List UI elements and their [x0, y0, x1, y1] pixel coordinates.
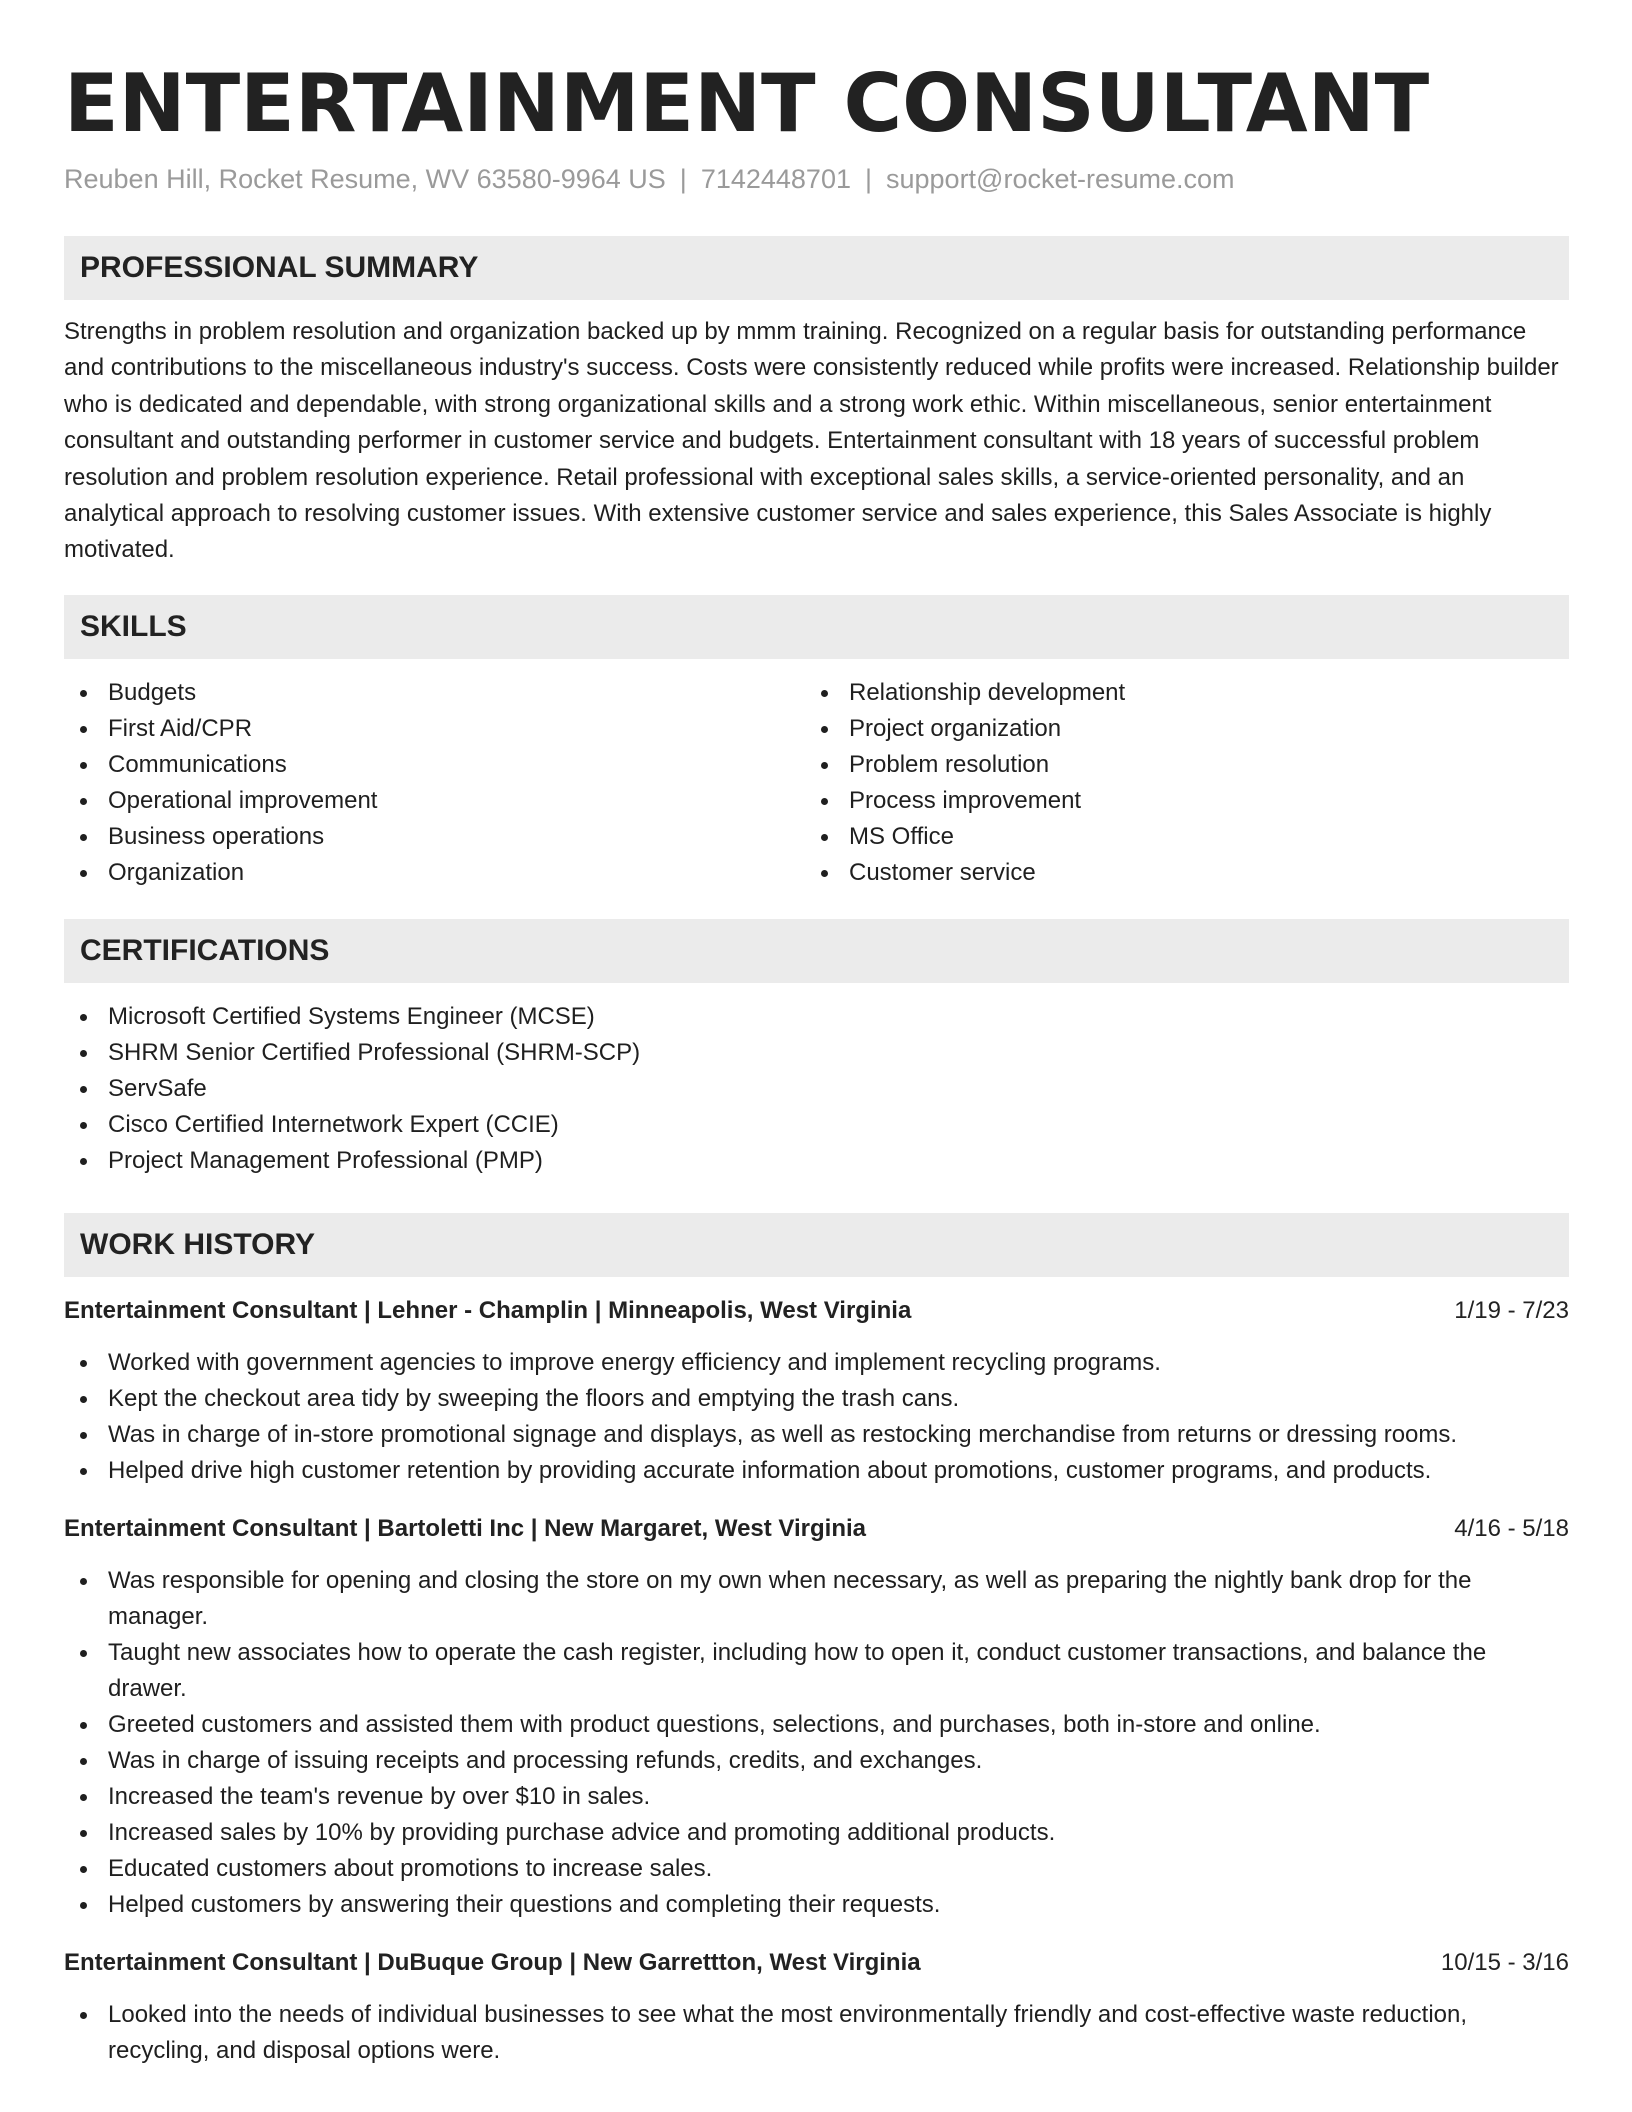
job-bullet: Taught new associates how to operate the cash register, including how to open it, conduct customer transactions, and balance the drawer. [64, 1635, 1569, 1707]
certification-item: ServSafe [64, 1071, 1569, 1107]
skill-item: MS Office [805, 819, 1546, 855]
certification-item: SHRM Senior Certified Professional (SHRM-SCP) [64, 1035, 1569, 1071]
job-bullet: Was in charge of in-store promotional signage and displays, as well as restocking merchandise from returns or dressing rooms. [64, 1417, 1569, 1453]
section-heading-skills: SKILLS [64, 595, 1569, 659]
contact-email: support@rocket-resume.com [886, 164, 1235, 194]
skill-item: Relationship development [805, 675, 1546, 711]
job-entry [64, 1945, 1569, 2069]
skills-list-left [64, 675, 805, 891]
job-entry [64, 1293, 1569, 1489]
contact-address: Reuben Hill, Rocket Resume, WV 63580-9964 US [64, 164, 666, 194]
job-bullet: Was responsible for opening and closing the store on my own when necessary, as well as preparing the nightly bank drop for the manager. [64, 1563, 1569, 1635]
summary-text: Strengths in problem resolution and organization backed up by mmm training. Recognized on a regular basis for outstanding performance and contributions to the miscellaneous industry's success. Costs were consistently reduced while profits were increased. Relationship builder who is dedicated and dependable, with strong organizational skills and a strong work ethic. Within miscellaneous, senior entertainment consultant and outstanding performer in customer service and budgets. Entertainment consultant with 18 years of successful problem resolution and problem resolution experience. Retail professional with exceptional sales skills, a service-oriented personality, and an analytical approach to resolving customer issues. With extensive customer service and sales experience, this Sales Associate is highly motivated. [64, 318, 1559, 564]
job-title: Entertainment Consultant | DuBuque Group | New Garrettton, West Virginia [64, 1948, 921, 1976]
job-title: Entertainment Consultant | Bartoletti Inc | New Margaret, West Virginia [64, 1514, 867, 1542]
contact-line [64, 162, 1569, 196]
job-bullet: Helped customers by answering their questions and completing their requests. [64, 1887, 1569, 1923]
job-bullet: Educated customers about promotions to increase sales. [64, 1851, 1569, 1887]
job-bullet: Kept the checkout area tidy by sweeping the floors and emptying the trash cans. [64, 1381, 1569, 1417]
job-header [64, 1945, 1569, 1981]
skill-item: Customer service [805, 855, 1546, 891]
job-dates: 10/15 - 3/16 [1440, 1948, 1569, 1976]
skill-item: Problem resolution [805, 747, 1546, 783]
skill-item: Operational improvement [64, 783, 805, 819]
skill-item: Communications [64, 747, 805, 783]
certification-item: Microsoft Certified Systems Engineer (MCSE) [64, 999, 1569, 1035]
job-dates: 4/16 - 5/18 [1454, 1514, 1569, 1542]
skill-item: Business operations [64, 819, 805, 855]
job-bullet: Looked into the needs of individual businesses to see what the most environmentally friendly and cost-effective waste reduction, recycling, and disposal options were. [64, 1997, 1569, 2069]
contact-phone: 7142448701 [700, 164, 851, 194]
job-bullet: Helped drive high customer retention by providing accurate information about promotions, customer programs, and products. [64, 1453, 1569, 1489]
job-entry [64, 1511, 1569, 1923]
resume-name: ENTERTAINMENT CONSULTANT [64, 57, 1430, 150]
job-title: Entertainment Consultant | Lehner - Champlin | Minneapolis, West Virginia [64, 1296, 912, 1324]
job-bullets [64, 1997, 1569, 2069]
skill-item: Process improvement [805, 783, 1546, 819]
job-bullet: Increased sales by 10% by providing purchase advice and promoting additional products. [64, 1815, 1569, 1851]
job-bullet: Greeted customers and assisted them with product questions, selections, and purchases, both in-store and online. [64, 1707, 1569, 1743]
job-bullet: Was in charge of issuing receipts and processing refunds, credits, and exchanges. [64, 1743, 1569, 1779]
skill-item: Project organization [805, 711, 1546, 747]
job-header [64, 1511, 1569, 1547]
contact-separator: | [864, 164, 872, 194]
job-bullets [64, 1345, 1569, 1489]
skills-list-right [805, 675, 1546, 891]
skill-item: Budgets [64, 675, 805, 711]
contact-separator: | [679, 164, 687, 194]
job-dates: 1/19 - 7/23 [1454, 1296, 1569, 1324]
skill-item: Organization [64, 855, 805, 891]
job-bullet: Increased the team's revenue by over $10 in sales. [64, 1779, 1569, 1815]
certification-item: Cisco Certified Internetwork Expert (CCIE) [64, 1107, 1569, 1143]
section-heading-summary: PROFESSIONAL SUMMARY [64, 236, 1569, 300]
job-bullet: Worked with government agencies to improve energy efficiency and implement recycling programs. [64, 1345, 1569, 1381]
skills-grid [64, 675, 1569, 891]
job-header [64, 1293, 1569, 1329]
section-heading-work-history: WORK HISTORY [64, 1213, 1569, 1277]
job-bullets [64, 1563, 1569, 1923]
certification-item: Project Management Professional (PMP) [64, 1143, 1569, 1179]
certifications-list [64, 999, 1569, 1179]
skill-item: First Aid/CPR [64, 711, 805, 747]
section-heading-certifications: CERTIFICATIONS [64, 919, 1569, 983]
